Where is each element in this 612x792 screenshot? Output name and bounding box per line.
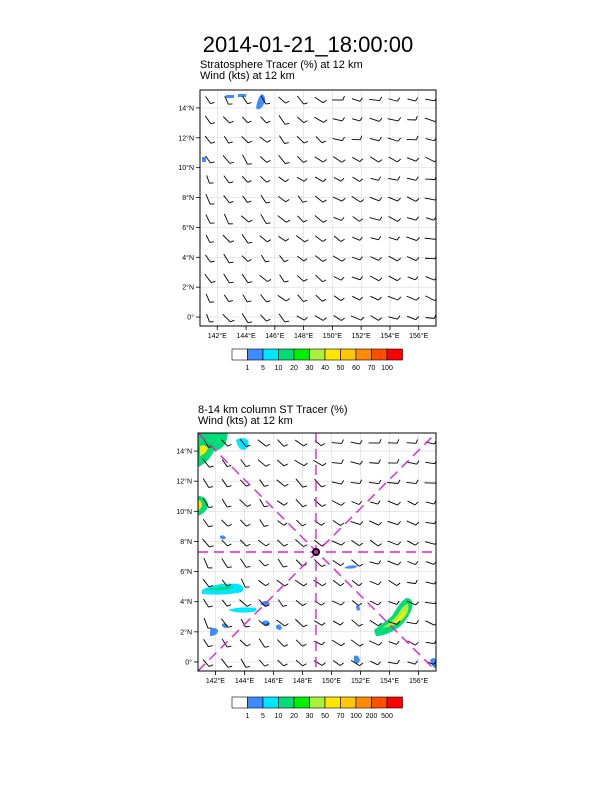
x-tick-label: 150°E xyxy=(322,333,342,340)
colorbar-label: 100 xyxy=(381,365,393,372)
colorbar-swatch xyxy=(279,349,295,360)
colorbar-swatch xyxy=(387,349,403,360)
colorbar-label: 100 xyxy=(350,713,362,720)
colorbar-label: 200 xyxy=(365,713,378,720)
panel1-title-line2: Wind (kts) at 12 km xyxy=(200,70,295,82)
colorbar-swatch xyxy=(279,697,295,708)
colorbar-swatch xyxy=(387,697,403,708)
y-tick-label: 6°N xyxy=(182,224,194,232)
colorbar-swatch xyxy=(341,697,357,708)
y-tick-label: 0° xyxy=(185,659,192,667)
x-tick-label: 142°E xyxy=(205,678,225,685)
x-tick-label: 154°E xyxy=(379,678,400,685)
map1-background xyxy=(200,90,436,326)
colorbar-label: 40 xyxy=(321,365,329,372)
x-tick-label: 152°E xyxy=(350,678,371,685)
colorbar-swatch xyxy=(263,349,279,360)
y-tick-label: 12°N xyxy=(178,135,194,143)
colorbar-swatch xyxy=(372,349,388,360)
colorbar-swatch xyxy=(294,697,310,708)
colorbar-label: 20 xyxy=(290,365,298,372)
colorbar-swatch xyxy=(372,697,388,708)
y-tick-label: 8°N xyxy=(180,538,192,546)
colorbar-swatch xyxy=(310,697,326,708)
y-tick-label: 2°N xyxy=(180,629,192,637)
colorbar-label: 5 xyxy=(261,713,265,720)
colorbar-label: 30 xyxy=(305,365,314,372)
colorbar-label: 50 xyxy=(336,365,345,372)
map-panel-1 xyxy=(178,90,438,340)
colorbar-label: 70 xyxy=(367,365,376,372)
x-tick-label: 142°E xyxy=(207,333,227,340)
tracer-patch-north-small2 xyxy=(238,94,246,97)
x-tick-label: 148°E xyxy=(292,678,313,685)
colorbar-label: 10 xyxy=(274,365,283,372)
center-marker-inner xyxy=(314,550,318,554)
colorbar-swatch xyxy=(248,349,264,360)
colorbar-swatch xyxy=(356,349,372,360)
y-tick-label: 10°N xyxy=(176,508,192,516)
y-tick-label: 4°N xyxy=(180,599,192,607)
x-tick-label: 146°E xyxy=(265,333,285,340)
colorbar-swatch xyxy=(310,349,326,360)
x-tick-label: 144°E xyxy=(236,333,256,340)
x-tick-label: 146°E xyxy=(263,678,284,685)
y-tick-label: 4°N xyxy=(182,254,194,262)
x-tick-label: 156°E xyxy=(409,333,429,340)
colorbar-swatch xyxy=(248,697,264,708)
y-tick-label: 12°N xyxy=(176,478,192,486)
tracer-patch-north-small xyxy=(226,95,234,98)
colorbar-label: 500 xyxy=(381,713,393,720)
x-tick-label: 144°E xyxy=(234,678,255,685)
colorbar-label: 30 xyxy=(305,713,314,720)
main-title: 2014-01-21_18:00:00 xyxy=(202,32,414,57)
colorbar-label: 20 xyxy=(290,713,298,720)
colorbar-swatch xyxy=(356,697,372,708)
y-tick-label: 6°N xyxy=(180,569,192,577)
y-tick-label: 0° xyxy=(187,314,194,322)
colorbar-swatch xyxy=(232,697,248,708)
y-tick-label: 2°N xyxy=(182,284,194,292)
panel2-title-line1: 8-14 km column ST Tracer (%) xyxy=(198,404,348,416)
x-tick-label: 156°E xyxy=(409,678,429,685)
map-panel-2 xyxy=(176,433,437,685)
x-tick-label: 148°E xyxy=(294,333,314,340)
colorbar-label: 50 xyxy=(321,713,329,720)
colorbar-label: 1 xyxy=(245,713,250,720)
colorbar-2 xyxy=(232,697,403,720)
colorbar-label: 5 xyxy=(261,365,265,372)
colorbar-swatch xyxy=(325,697,341,708)
y-tick-label: 14°N xyxy=(176,448,192,456)
y-tick-label: 14°N xyxy=(178,105,194,113)
y-tick-label: 8°N xyxy=(182,195,194,203)
panel2-title-line2: Wind (kts) at 12 km xyxy=(198,415,293,427)
colorbar-swatch xyxy=(263,697,279,708)
y-tick-label: 10°N xyxy=(178,165,194,173)
colorbar-label: 1 xyxy=(245,365,250,372)
x-tick-label: 152°E xyxy=(351,333,371,340)
colorbar-swatch xyxy=(325,349,341,360)
x-tick-label: 150°E xyxy=(321,678,342,685)
colorbar-label: 60 xyxy=(352,365,360,372)
tracer-patch-west xyxy=(202,157,206,162)
colorbar-1 xyxy=(232,349,403,372)
x-tick-label: 154°E xyxy=(380,333,400,340)
colorbar-swatch xyxy=(341,349,357,360)
colorbar-label: 10 xyxy=(274,713,283,720)
colorbar-swatch xyxy=(294,349,310,360)
colorbar-swatch xyxy=(232,349,248,360)
colorbar-label: 70 xyxy=(336,713,345,720)
panel1-title-line1: Stratosphere Tracer (%) at 12 km xyxy=(200,59,363,71)
